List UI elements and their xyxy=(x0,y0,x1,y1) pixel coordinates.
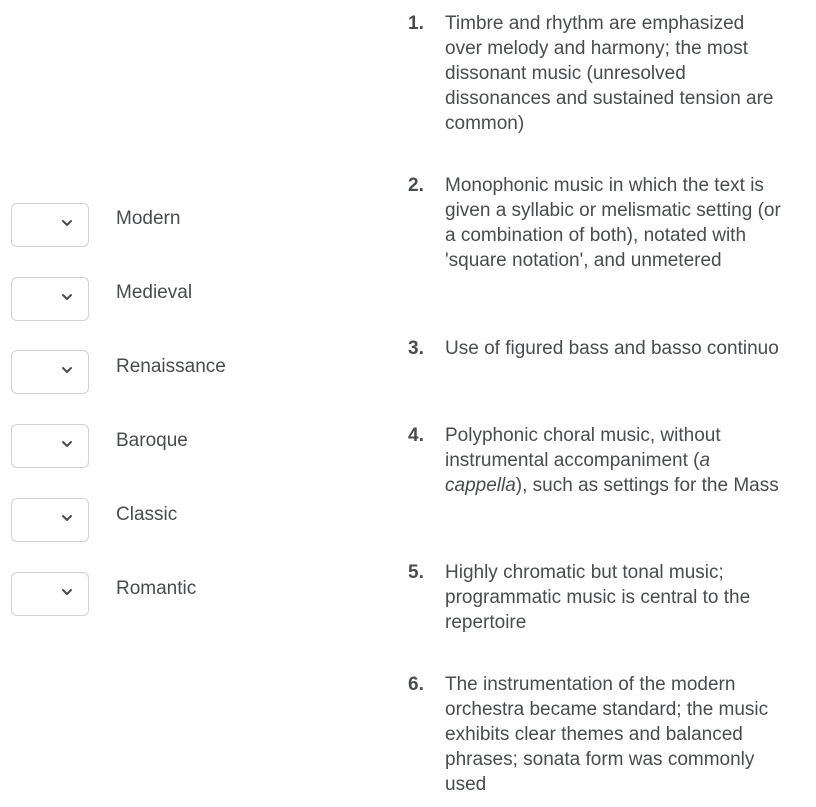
chevron-down-icon xyxy=(60,216,74,230)
chevron-down-icon xyxy=(60,511,74,525)
choice-text: Highly chromatic but tonal music; programmatic music is central to the repertoire xyxy=(445,562,751,633)
choice-number: 2. xyxy=(408,175,424,196)
term-label: Modern xyxy=(116,208,181,229)
choice-text xyxy=(445,423,785,498)
choice-number: 6. xyxy=(408,674,424,695)
select-medieval[interactable] xyxy=(11,277,89,321)
choice-text: The instrumentation of the modern orchestra became standard; the music exhibits clear themes and balanced phrases; sonata form was commonly used xyxy=(445,674,769,795)
select-renaissance[interactable] xyxy=(11,350,89,394)
select-baroque[interactable] xyxy=(11,424,89,468)
select-modern[interactable] xyxy=(11,203,89,247)
choice-number: 3. xyxy=(408,338,424,359)
choice-text-part: Polyphonic choral music, without instrumental accompaniment ( xyxy=(445,425,721,471)
choice-text: Use of figured bass and basso continuo xyxy=(445,338,779,359)
choice-text: Monophonic music in which the text is given a syllabic or melismatic setting (or a combination of both), notated with 'square notation', and unmetered xyxy=(445,175,781,271)
term-label: Baroque xyxy=(116,430,188,451)
chevron-down-icon xyxy=(60,290,74,304)
choice-text: Timbre and rhythm are emphasized over melody and harmony; the most dissonant music (unresolved dissonances and sustained tension are common) xyxy=(445,13,774,134)
choice-text-part: ), such as settings for the Mass xyxy=(515,475,779,496)
choice-text-italic: a cappella xyxy=(445,450,711,496)
select-romantic[interactable] xyxy=(11,572,89,616)
chevron-down-icon xyxy=(60,363,74,377)
term-label: Medieval xyxy=(116,282,193,303)
chevron-down-icon xyxy=(60,585,74,599)
term-label: Romantic xyxy=(116,578,197,599)
choice-number: 4. xyxy=(408,425,424,446)
term-label: Classic xyxy=(116,504,178,525)
select-classic[interactable] xyxy=(11,498,89,542)
chevron-down-icon xyxy=(60,437,74,451)
choice-number: 1. xyxy=(408,13,424,34)
term-label: Renaissance xyxy=(116,356,226,377)
choice-number: 5. xyxy=(408,562,424,583)
